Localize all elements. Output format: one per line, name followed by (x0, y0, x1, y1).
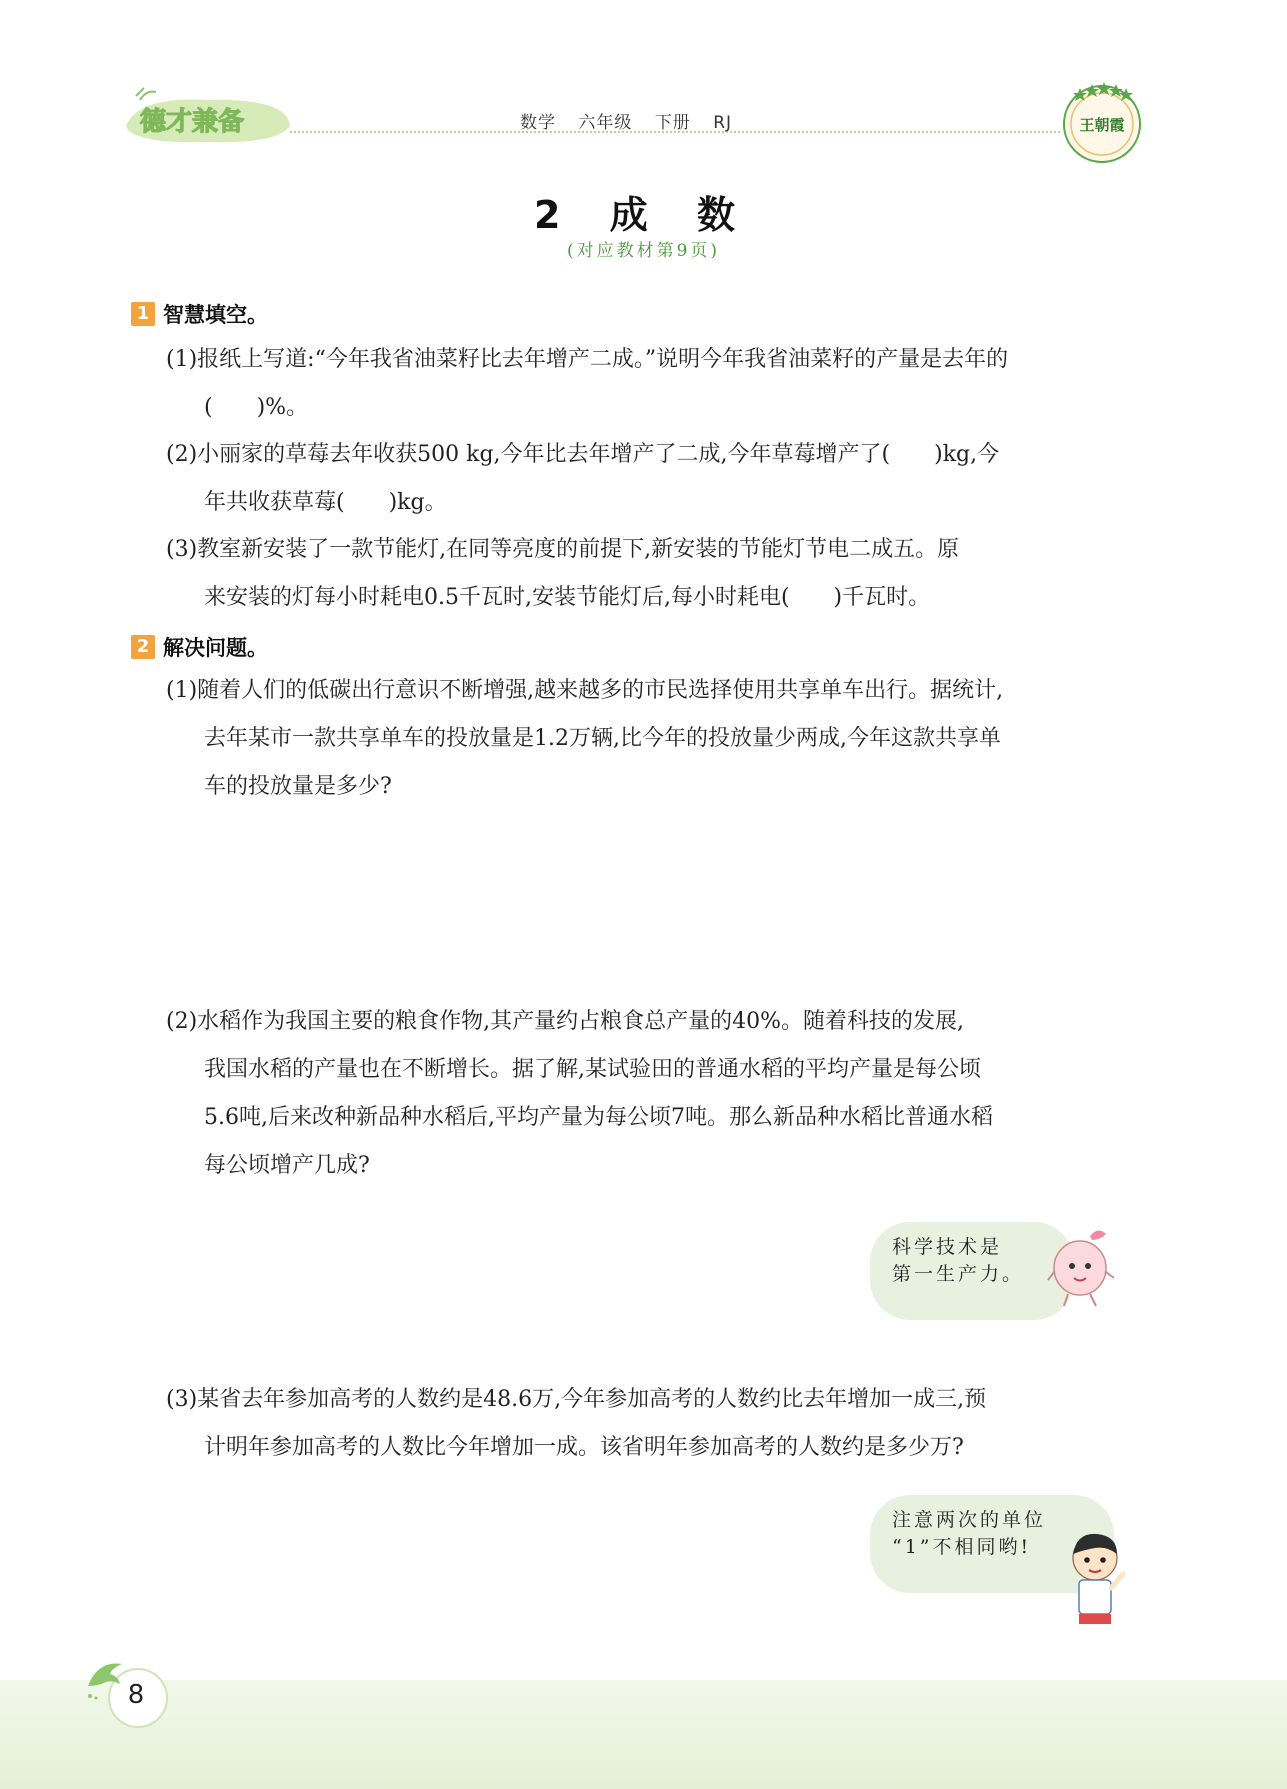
edition: RJ (713, 113, 733, 133)
tip-text: 注意两次的单位 (892, 1509, 1047, 1531)
section-title: 智慧填空。 (163, 303, 268, 327)
peach-mascot-icon (1046, 1224, 1118, 1308)
footer-band (0, 1680, 1287, 1789)
answer-area-2-3[interactable] (166, 1480, 856, 1650)
lesson-title: 2 成 数 (534, 193, 753, 237)
problem-text: (3)某省去年参加高考的人数约是48.6万,今年参加高考的人数约比去年增加一成三,预 (166, 1387, 987, 1412)
answer-area-2-2[interactable] (166, 1200, 856, 1370)
problem-text: 计明年参加高考的人数比今年增加一成。该省明年参加高考的人数约是多少万? (204, 1435, 964, 1460)
page-number: 8 (127, 1680, 145, 1710)
publisher-seal (1058, 78, 1146, 166)
problem-2-3 (166, 1376, 1130, 1472)
question-1-2 (166, 431, 1130, 527)
tip-bubble-science (870, 1222, 1074, 1320)
section-title: 解决问题。 (163, 636, 268, 660)
tip-text: “1”不相同哟! (892, 1536, 1032, 1558)
tip-text: 科学技术是 (892, 1236, 1003, 1258)
problem-text: (2)水稻作为我国主要的粮食作物,其产量约占粮食总产量的40%。随着科技的发展, (166, 1009, 965, 1034)
problem-2-2 (166, 998, 1130, 1190)
problem-text: 5.6吨,后来改种新品种水稻后,平均产量为每公顷7吨。那么新品种水稻比普通水稻 (204, 1105, 993, 1130)
book-info (520, 108, 748, 133)
question-1-3 (166, 526, 1130, 622)
problem-text: (1)随着人们的低碳出行意识不断增强,越来越多的市民选择使用共享单车出行。据统计, (166, 678, 1004, 703)
svg-text:德才兼备: 德才兼备 (140, 107, 245, 137)
problem-text: 车的投放量是多少? (204, 774, 392, 799)
section-number: 1 (131, 302, 155, 326)
problem-text: 我国水稻的产量也在不断增长。据了解,某试验田的普通水稻的平均产量是每公顷 (204, 1057, 981, 1082)
answer-blank-line[interactable]: ( )%。 (204, 395, 309, 420)
boy-character-icon (1061, 1530, 1131, 1628)
question-text[interactable]: (2)小丽家的草莓去年收获500 kg,今年比去年增产了二成,今年草莓增产了( )kg,今 (166, 442, 1000, 467)
grade: 六年级 (578, 113, 633, 133)
question-1-1 (166, 336, 1130, 432)
volume: 下册 (654, 113, 691, 133)
section-heading-fill-blanks (131, 299, 268, 329)
problem-text: 去年某市一款共享单车的投放量是1.2万辆,比今年的投放量少两成,今年这款共享单 (204, 726, 1001, 751)
problem-2-1 (166, 667, 1130, 811)
question-text: (1)报纸上写道:“今年我省油菜籽比去年增产二成。”说明今年我省油菜籽的产量是去年的 (166, 347, 1009, 372)
svg-text:王朝霞: 王朝霞 (1079, 116, 1125, 134)
section-heading-solve-problems (131, 632, 268, 662)
subject: 数学 (520, 113, 556, 133)
section-number: 2 (131, 635, 155, 659)
textbook-reference: (对应教材第9页) (566, 241, 721, 261)
answer-area-2-1[interactable] (166, 820, 1130, 990)
question-text[interactable]: 年共收获草莓( )kg。 (204, 490, 447, 515)
question-text: (3)教室新安装了一款节能灯,在同等亮度的前提下,新安装的节能灯节电二成五。原 (166, 537, 960, 562)
brand-logo (118, 86, 296, 146)
problem-text: 每公顷增产几成? (204, 1153, 370, 1178)
question-text[interactable]: 来安装的灯每小时耗电0.5千瓦时,安装节能灯后,每小时耗电( )千瓦时。 (204, 585, 931, 610)
tip-text: 第一生产力。 (892, 1263, 1025, 1285)
